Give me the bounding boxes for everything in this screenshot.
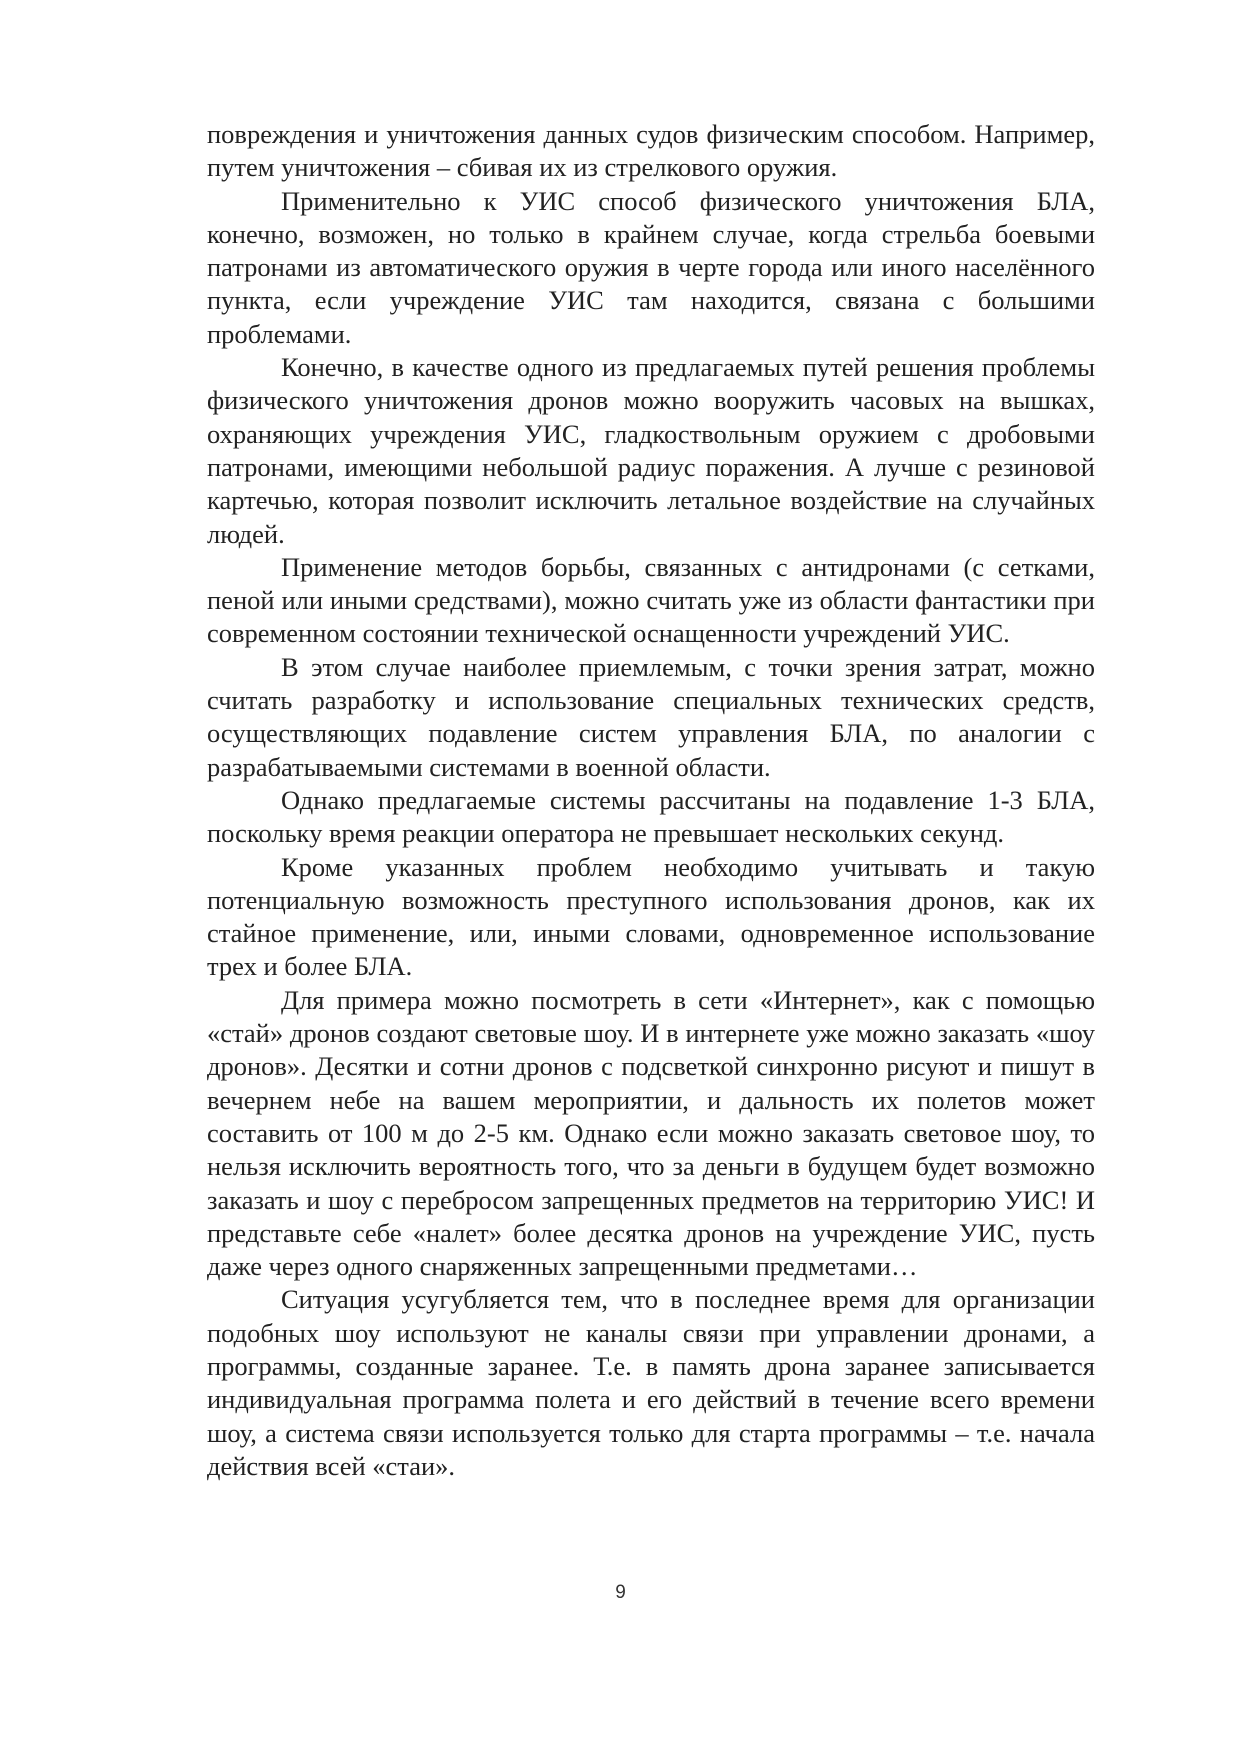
paragraph: Применение методов борьбы, связанных с антидронами (с сетками, пеной или иными средствами), можно считать уже из области фантастики при современном состоянии технической оснащенности учреждений УИС.	[207, 551, 1095, 649]
paragraph: В этом случае наиболее приемлемым, с точки зрения затрат, можно считать разработку и использование специальных технических средств, осуществляющих подавление систем управления БЛА, по аналогии с разрабатываемыми системами в военной области.	[207, 651, 1095, 782]
paragraph: Конечно, в качестве одного из предлагаемых путей решения проблемы физического уничтожения дронов можно вооружить часовых на вышках, охраняющих учреждения УИС, гладкоствольным оружием с дробовыми патронами, имеющими небольшой радиус поражения. А лучше с резиновой картечью, которая позволит исключить летальное воздействие на случайных людей.	[207, 352, 1095, 549]
paragraph: Применительно к УИС способ физического уничтожения БЛА, конечно, возможен, но только в крайнем случае, когда стрельба боевыми патронами из автоматического оружия в черте города или иного населённого пункта, если учреждение УИС там находится, связана с большими проблемами.	[207, 185, 1095, 349]
paragraph: Ситуация усугубляется тем, что в последнее время для организации подобных шоу используют не каналы связи при управлении дронами, а программы, созданные заранее. Т.е. в память дрона заранее записывается индивидуальная программа полета и его действий в течение всего времени шоу, а система связи используется только для старта программы – т.е. начала действия всей «стаи».	[207, 1284, 1095, 1481]
paragraph: Кроме указанных проблем необходимо учитывать и такую потенциальную возможность преступного использования дронов, как их стайное применение, или, иными словами, одновременное использование трех и более БЛА.	[207, 851, 1095, 982]
paragraph: Однако предлагаемые системы рассчитаны на подавление 1-3 БЛА, поскольку время реакции оператора не превышает нескольких секунд.	[207, 784, 1095, 849]
document-body	[207, 118, 1095, 1483]
page-number: 9	[615, 1582, 626, 1603]
paragraph-continuation: повреждения и уничтожения данных судов физическим способом. Например, путем уничтожения – сбивая их из стрелкового оружия.	[207, 119, 1095, 183]
paragraph: Для примера можно посмотреть в сети «Интернет», как с помощью «стай» дронов создают световые шоу. И в интернете уже можно заказать «шоу дронов». Десятки и сотни дронов с подсветкой синхронно рисуют и пишут в вечернем небе на вашем мероприятии, и дальность их полетов может составить от 100 м до 2-5 км. Однако если можно заказать световое шоу, то нельзя исключить вероятность того, что за деньги в будущем будет возможно заказать и шоу с перебросом запрещенных предметов на территорию УИС! И представьте себе «налет» более десятка дронов на учреждение УИС, пусть даже через одного снаряженных запрещенными предметами…	[207, 984, 1095, 1282]
